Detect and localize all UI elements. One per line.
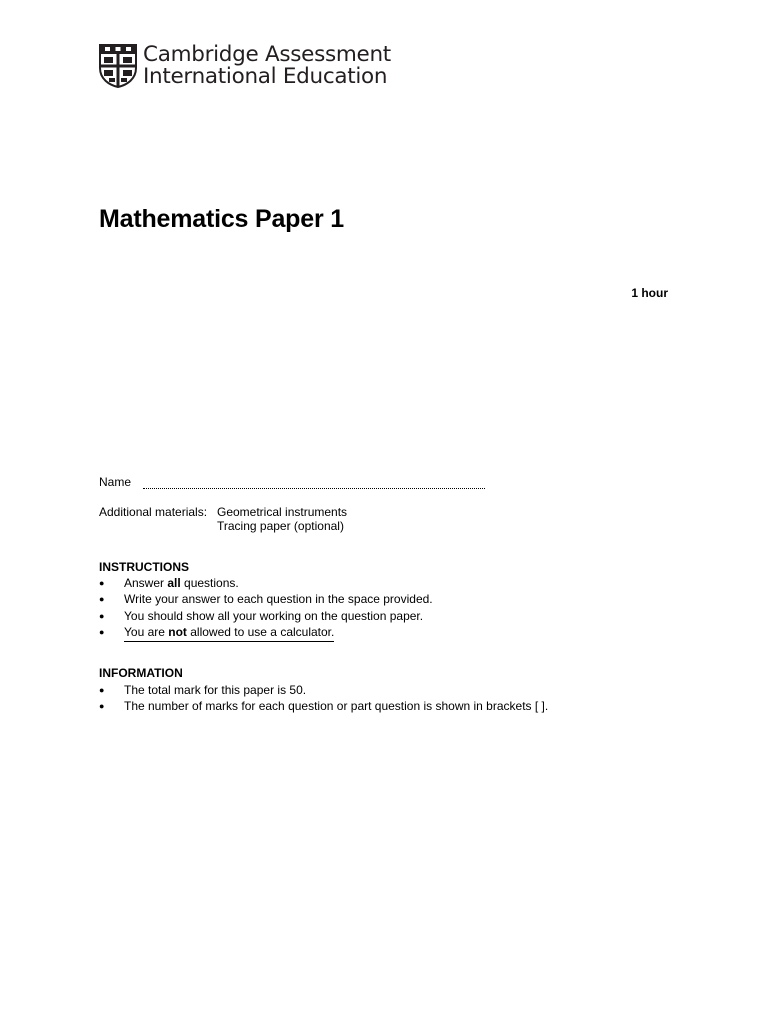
instructions-heading: INSTRUCTIONS: [99, 560, 189, 574]
bullet-icon: ●: [99, 578, 105, 588]
material-item: Geometrical instruments: [217, 505, 348, 519]
cambridge-logo: [99, 43, 391, 89]
bullet-icon: ●: [99, 610, 105, 621]
paper-title: Mathematics Paper 1: [99, 205, 344, 233]
logo-line-2: International Education: [143, 64, 388, 89]
list-item: [99, 624, 433, 640]
paper-duration: 1 hour: [631, 286, 668, 300]
information-list: [99, 682, 548, 715]
cambridge-shield-icon: [99, 44, 137, 88]
name-label: Name: [99, 475, 132, 489]
bullet-icon: ●: [99, 685, 105, 695]
emphasis: all: [167, 576, 181, 590]
instructions-list: [99, 575, 433, 641]
list-item: ● Answer all questions.: [99, 576, 239, 590]
emphasis: not: [168, 625, 187, 640]
bullet-icon: ●: [99, 627, 105, 638]
additional-materials-list: [217, 505, 347, 533]
list-item: ● The total mark for this paper is 50.: [99, 683, 307, 697]
logo-wordmark: [143, 44, 391, 88]
material-item: Tracing paper (optional): [217, 519, 344, 533]
list-item: ● The number of marks for each question or part question is shown in brackets [ ].: [99, 699, 549, 714]
bullet-icon: ●: [99, 701, 105, 712]
additional-materials-label: Additional materials:: [99, 505, 208, 519]
list-item: ● You should show all your working on the question paper.: [99, 608, 424, 623]
information-heading: INFORMATION: [99, 666, 183, 680]
name-entry-line[interactable]: [143, 488, 485, 489]
logo-line-1: Cambridge Assessment: [143, 42, 391, 67]
list-item: ● Write your answer to each question in the space provided.: [99, 592, 433, 607]
calculator-rule: You are not allowed to use a calculator.: [124, 625, 334, 642]
bullet-icon: ●: [99, 594, 105, 605]
